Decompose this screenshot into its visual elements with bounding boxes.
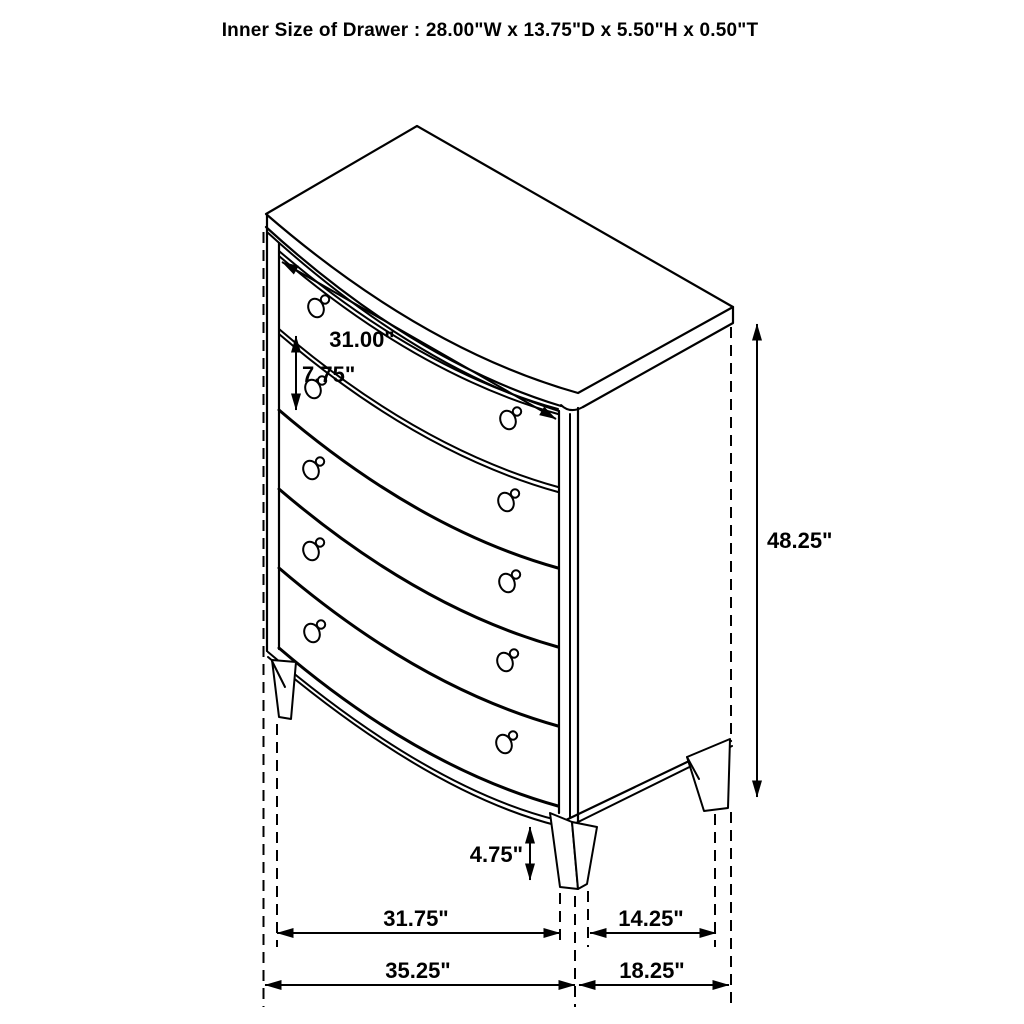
chest-drawing	[266, 126, 733, 889]
right-front-post	[559, 408, 578, 823]
dim-side-depth-between-legs	[590, 906, 716, 933]
diagram-title: Inner Size of Drawer : 28.00"W x 13.75"D x 5.50"H x 0.50"T	[221, 20, 759, 41]
dim-front-width-between-legs-label: 31.75"	[383, 906, 449, 931]
dim-side-depth-between-legs-label: 14.25"	[618, 906, 684, 931]
drawer-fronts	[279, 251, 558, 806]
dim-overall-height-label: 48.25"	[767, 528, 833, 553]
dim-front-width-between-legs	[277, 906, 560, 933]
rear-right-leg	[687, 739, 730, 811]
dim-leg-height-label: 4.75"	[469, 842, 523, 867]
chest-top-surface	[266, 126, 733, 393]
dim-drawer-front-width-label: 31.00"	[329, 327, 395, 352]
dim-leg-height	[470, 827, 530, 880]
dim-overall-depth	[579, 958, 729, 985]
dim-drawer-front-width	[282, 262, 556, 419]
dim-overall-depth-label: 18.25"	[619, 958, 685, 983]
dim-overall-width-label: 35.25"	[385, 958, 451, 983]
dim-overall-width	[265, 958, 575, 985]
dim-second-drawer-height-label: 7.75"	[302, 362, 356, 387]
dim-overall-height	[757, 324, 832, 797]
